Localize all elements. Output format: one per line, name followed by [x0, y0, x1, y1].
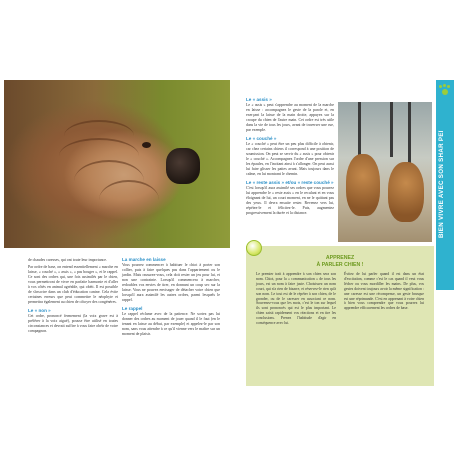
paragraph: Cet ordre, prononcé fermement (la voix grave est à préférer à la voix aiguë), pousse être utilisé en toutes circonstances et devrait suffire à vous faire obéir de votre compagnon. [28, 314, 118, 333]
tip-box-column-2: Évitez de lui parler quand il est dans un état d'excitation, comme c'est le cas quand il veut vous lécher ou vous mordiller les mains. De plus, vos gestes doivent toujours avoir la même signification : une caresse est une récompense, un geste brusque est une réprimande. C'est en apprenant à votre chien à bien vous comprendre que vous pourrez lui apprendre efficacement les ordres de base. [344, 272, 424, 311]
left-column-2 [122, 254, 220, 339]
chapter-tab-text: BIEN VIVRE AVEC SON SHAR PEÏ [438, 130, 445, 238]
section-heading: Le rappel [122, 306, 143, 311]
lightbulb-icon [246, 240, 262, 256]
tip-box-title-line2: À PARLER CHIEN ! [316, 261, 364, 268]
paragraph: de chaudes caresses, qui ont toute leur importance. [28, 258, 107, 262]
dogs-on-leash-photo [338, 102, 432, 242]
paragraph: C'est lorsqu'il aura assimilé ses ordres que vous pourrez lui apprendre le « reste assis » en le reculant et en vous éloignant de lui, un court moment, en ne le quittant pas des yeux. Il devra ensuite rester. Revenez vers lui, répétez-le et félicitez-le. Puis, augmentez progressivement la durée et la distance. [246, 186, 334, 215]
left-column-1 [28, 258, 118, 336]
tip-box-title-line1: APPRENEZ [325, 255, 355, 261]
chapter-tab [436, 80, 454, 290]
tip-box-column-1: Le premier trait à apprendre à son chien sera son nom. Chiot, pour la « communication » de tous les jours, est un nom à faire juste. Choisissez un nom court, qui n'a rien de bizarre, et réservez-le rien qu'à son nom. Le tout est de le répéter à son chien, de le gronder, ou de le caresser en associant ce nom. Souvenez-vous que les mots, c'est le ton sur lequel ils sont prononcés qui est le plus important. Le chien saisit rapidement vos réactions et en tire les conclusions. Prenez l'habitude d'agir en conséquence avec lui. [256, 272, 336, 326]
shar-pei-head-photo [4, 80, 230, 248]
paragraph: Par ordre de base, on entend essentiellement « marche en laisse, « couché », « assis », « pas bouger », et le rappel. Ce sont des ordres qui, une fois assimilés par le chien, vous permettront de vivre en parfaite harmonie et d'aller à vos côtés en animal agréable, qui obéit. Il est possible de s'inscrire dans un club d'éducation canine. Cela évite certaines erreurs que peut commettre le néophyte et permettra également au chien de côtoyer des congénères. [28, 265, 118, 304]
section-heading: La marche en laisse [122, 257, 166, 262]
paragraph: Le rappel réclame avec de la patience. Ne sortez pas lui donner des ordres au moment de jouer quand il le faut (en le tenant en laisse au début, par exemple) et appelez-le par son nom, sans vous attendre à ce qu'il vienne vers le maître sur un moment de plaisir. [122, 312, 220, 336]
right-column [246, 94, 334, 218]
dog-snout [166, 148, 200, 184]
paragraph: Le « assis » peut s'apprendre au moment de la marche en laisse : accompagnez le geste de la parole et, en exerçant la laisse de la main droite, appuyez sur la croupe du chien de l'autre main. Cet ordre est très utile dans la vie de tous les jours, avant de traverser une rue, par exemple. [246, 103, 334, 132]
paw-icon [439, 85, 451, 95]
paragraph: Le « couché » peut être un peu plus difficile à obtenir, car chez certains chiens il correspond à une position de soumission. On peut se servir du « assis » pour obtenir le « couché ». Accompagnez l'ordre d'une pression sur les épaules, en l'incitant ainsi à s'allonger. On peut aussi lui faire glisser les pattes avant. Mais toujours dans le calme, en lui montrant le chemin. [246, 142, 334, 176]
section-heading: Le « reste assis » et/ou « reste couché » [246, 180, 334, 185]
section-heading: Le « couché » [246, 136, 277, 141]
tip-box [246, 246, 434, 386]
dog-eye [142, 142, 151, 148]
section-heading: Le « non » [28, 308, 51, 313]
tip-box-title [246, 255, 434, 268]
section-heading: Le « assis » [246, 97, 272, 102]
paragraph: Vous pourrez commencer à habituer le chiot à porter son collier, puis à faire quelques pas dans l'appartement ou le jardin. Mais rassurez-vous, cela doit rester un jeu pour lui, et non une contrainte. Lorsqu'il commencera à marcher, redoublez vos envies de tirer, en donnant un coup sec sur la laisse. Vous ne pouvez envisager de détacher votre chien que lorsqu'il aura assimilé les autres ordres, parmi lesquels le rappel. [122, 263, 220, 302]
